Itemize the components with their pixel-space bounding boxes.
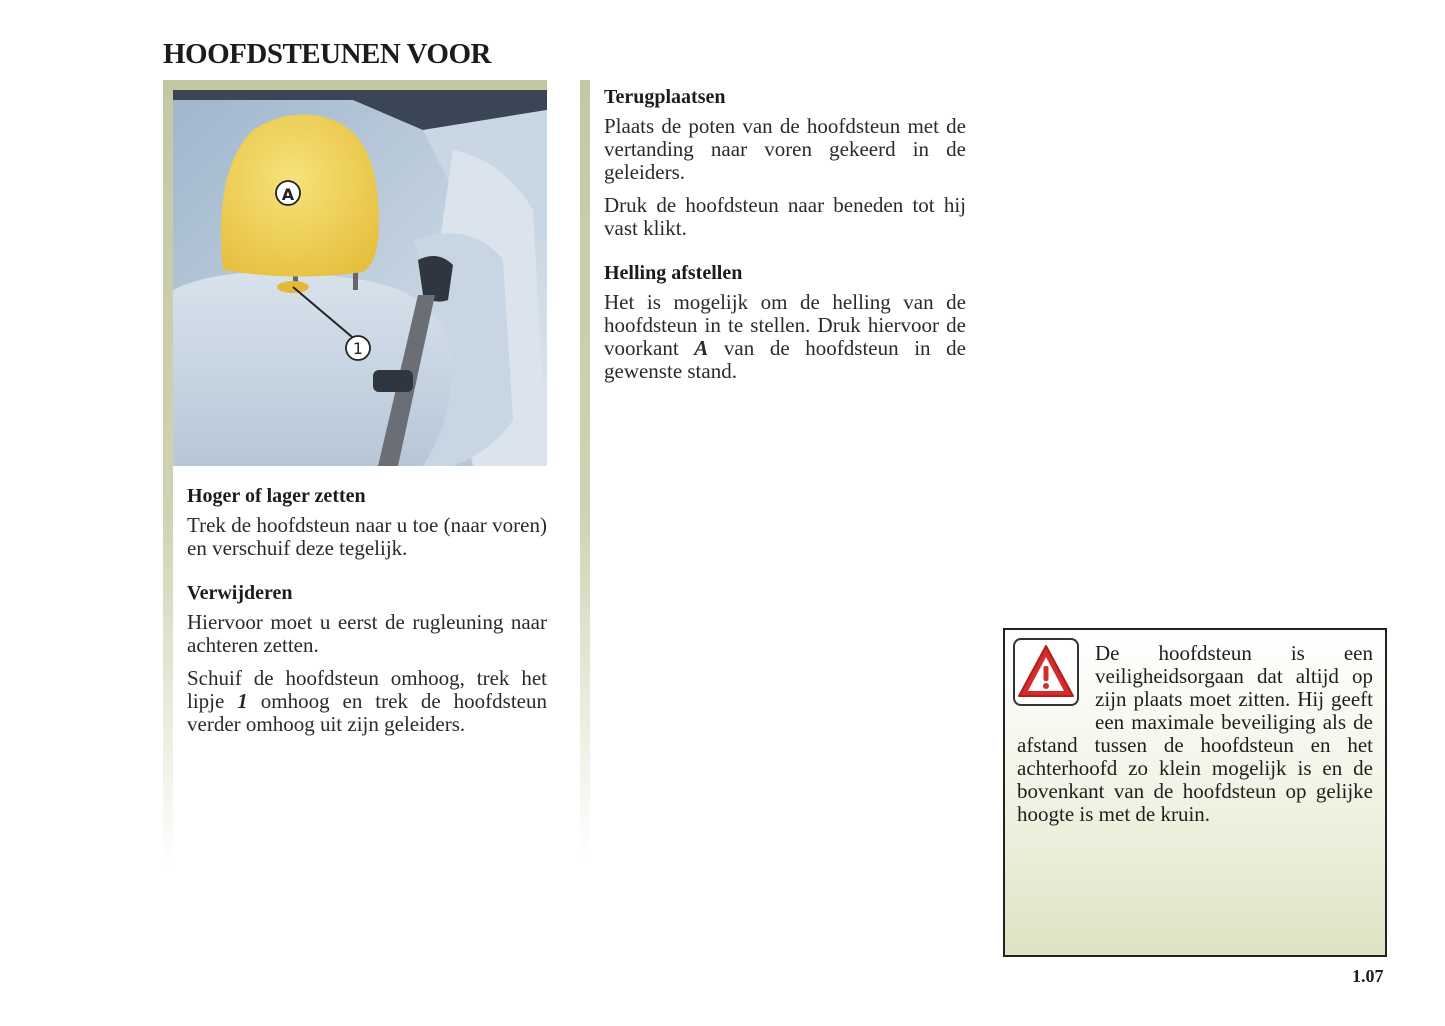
headrest-illustration [173,90,547,466]
text-run: Schuif de hoofdsteun omhoog, trek het lipje [187,666,547,713]
callout-1-label: 1 [352,339,364,358]
belt-anchor [418,256,453,302]
belt-buckle [373,370,413,392]
heading-helling: Helling afstellen [604,262,743,284]
heading-hoger: Hoger of lager zetten [187,485,366,507]
column-accent-strip-left [163,80,173,870]
column-accent-strip-middle [580,80,590,860]
section-helling [604,262,966,393]
warning-text-block [1017,642,1373,826]
text-run: Het is mogelijk om de helling van de hoofdsteun in te stellen. Druk hiervoor de voorkant [604,290,966,360]
paragraph-verwijderen-2 [187,667,547,736]
warning-text: De hoofdsteun is een veiligheidsorgaan dat altijd op zijn plaats moet zitten. Hij geeft een maximale beveiliging als de afstand tussen de hoofdsteun en het achterhoofd zo klein mogelijk is en de bovenkant van de hoofdsteun op gelijke hoogte is met de kruin. [1017,641,1373,826]
section-terugplaatsen [604,86,966,250]
paragraph-terugplaatsen-1: Plaats de poten van de hoofdsteun met de vertanding naar voren gekeerd in de geleiders. [604,114,966,184]
paragraph-verwijderen-1: Hiervoor moet u eerst de rugleuning naar achteren zetten. [187,610,547,657]
text-run: omhoog en trek de hoofdsteun verder omhoog uit zijn geleiders. [187,689,547,736]
front-reference: A [694,336,709,360]
warning-box [1003,628,1387,957]
section-hoger [187,485,547,570]
section-verwijderen [187,582,547,746]
heading-verwijderen: Verwijderen [187,582,293,604]
headrest-photo [173,90,547,466]
paragraph-terugplaatsen-2: Druk de hoofdsteun naar beneden tot hij vast klikt. [604,193,966,240]
text-run: van de hoofdsteun in de gewenste stand. [604,336,966,383]
paragraph-helling [604,291,966,383]
callout-a-label: A [281,185,295,204]
tab-reference: 1 [237,689,248,713]
page-number: 1.07 [1352,966,1384,986]
column-accent-bar [163,80,547,90]
paragraph-hoger: Trek de hoofdsteun naar u toe (naar voren) en verschuif deze tegelijk. [187,513,547,560]
warning-icon-spacer [1017,642,1095,712]
heading-terugplaatsen: Terugplaatsen [604,86,726,108]
page-title: HOOFDSTEUNEN VOOR [163,38,491,70]
